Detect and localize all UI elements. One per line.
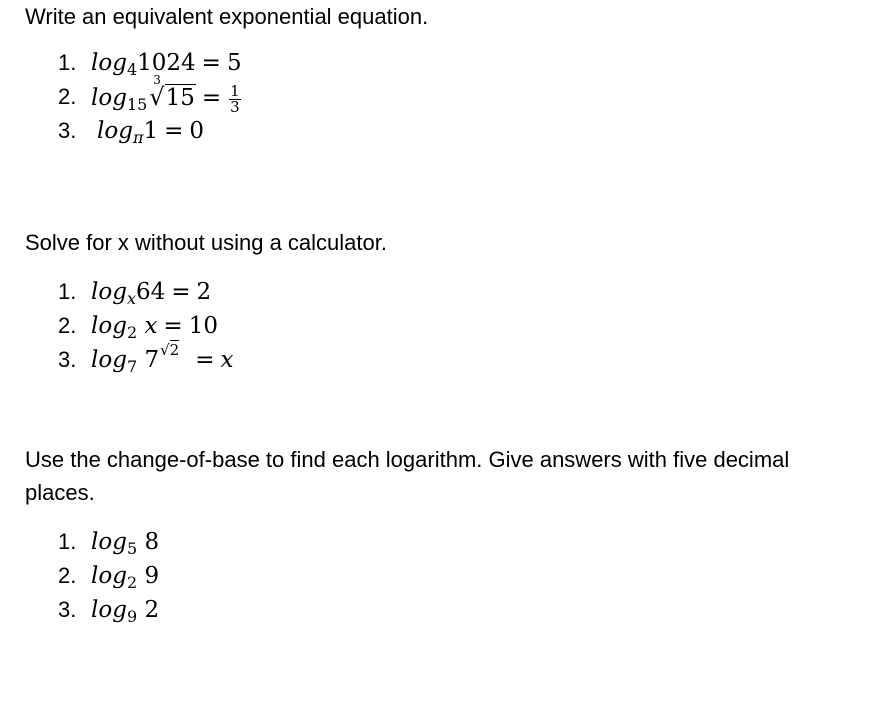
problem-number: 1. bbox=[58, 529, 77, 554]
log-base: 2 bbox=[126, 573, 138, 592]
problem-number: 3. bbox=[58, 347, 77, 372]
math-expression bbox=[91, 593, 159, 627]
log-function: log bbox=[97, 118, 133, 144]
problem-number: 3. bbox=[58, 597, 77, 622]
radicand: 2 bbox=[169, 341, 180, 359]
math-expression bbox=[91, 525, 159, 559]
log-function: log bbox=[91, 529, 127, 555]
math-expression bbox=[91, 309, 218, 343]
problem-item bbox=[25, 559, 855, 593]
log-base: 15 bbox=[126, 95, 148, 114]
problem-item bbox=[25, 114, 855, 148]
problem-number: 1. bbox=[58, 50, 77, 75]
radical-sign: √ bbox=[160, 341, 170, 359]
equals-sign: = bbox=[171, 279, 191, 305]
radicand: 15 bbox=[165, 85, 195, 111]
log-argument: 8 bbox=[144, 529, 160, 555]
log-function: log bbox=[91, 563, 127, 589]
fraction-denominator: 3 bbox=[230, 97, 240, 116]
instruction-text: Solve for x without using a calculator. bbox=[25, 230, 387, 255]
problem-item bbox=[25, 73, 855, 116]
log-argument: 2 bbox=[144, 597, 160, 623]
equals-sign: = bbox=[201, 50, 221, 76]
root-index: 3 bbox=[153, 73, 161, 87]
log-argument: 9 bbox=[144, 563, 160, 589]
math-expression bbox=[91, 73, 241, 116]
problem-item bbox=[25, 46, 855, 80]
problem-list bbox=[25, 46, 855, 148]
log-argument: x bbox=[144, 313, 158, 339]
log-argument: 7 bbox=[144, 347, 160, 373]
radical-sign: √ bbox=[149, 83, 165, 111]
log-base: 7 bbox=[126, 357, 138, 376]
problem-item bbox=[25, 593, 855, 627]
log-base: 9 bbox=[126, 607, 138, 626]
equals-sign: = bbox=[164, 118, 184, 144]
problem-number: 3. bbox=[58, 118, 77, 143]
log-function: log bbox=[91, 85, 127, 111]
equals-sign: = bbox=[163, 313, 183, 339]
log-function: log bbox=[91, 597, 127, 623]
equals-sign: = bbox=[195, 347, 215, 373]
log-base: 5 bbox=[126, 539, 138, 558]
problem-item bbox=[25, 309, 855, 343]
fraction bbox=[229, 81, 241, 116]
log-argument: 1024 bbox=[137, 50, 196, 76]
problem-item bbox=[25, 525, 855, 559]
problem-number: 2. bbox=[58, 313, 77, 338]
log-base: x bbox=[126, 289, 136, 308]
math-expression bbox=[91, 46, 242, 80]
cube-root bbox=[147, 73, 196, 115]
problem-number: 2. bbox=[58, 84, 77, 109]
problem-item bbox=[25, 275, 855, 309]
math-expression bbox=[97, 114, 204, 148]
equals-sign: = bbox=[201, 85, 222, 111]
right-hand-side: 10 bbox=[188, 313, 218, 339]
log-function: log bbox=[91, 347, 127, 373]
exponent bbox=[160, 341, 179, 359]
log-base: π bbox=[132, 128, 144, 147]
section-exponential bbox=[25, 0, 855, 148]
log-base: 4 bbox=[126, 60, 138, 79]
instruction-text: Write an equivalent exponential equation. bbox=[25, 4, 429, 29]
instruction-text: Use the change-of-base to find each logarithm. Give answers with five decimal places. bbox=[25, 447, 790, 505]
right-hand-side: 0 bbox=[189, 118, 205, 144]
right-hand-side: 2 bbox=[196, 279, 212, 305]
log-base: 2 bbox=[126, 323, 138, 342]
section-change-of-base bbox=[25, 443, 855, 627]
problem-number: 1. bbox=[58, 279, 77, 304]
problem-list bbox=[25, 275, 855, 377]
math-expression bbox=[91, 559, 159, 593]
fraction-numerator: 1 bbox=[230, 81, 240, 100]
problem-item bbox=[25, 343, 855, 377]
section-solve-for-x bbox=[25, 226, 855, 377]
log-argument: 64 bbox=[135, 279, 166, 305]
log-function: log bbox=[91, 279, 127, 305]
math-expression bbox=[91, 343, 233, 377]
problem-list bbox=[25, 525, 855, 627]
math-expression bbox=[91, 275, 211, 309]
right-hand-side: 5 bbox=[226, 50, 242, 76]
log-function: log bbox=[91, 313, 127, 339]
problem-number: 2. bbox=[58, 563, 77, 588]
right-hand-side: x bbox=[220, 347, 234, 373]
log-argument: 1 bbox=[143, 118, 159, 144]
log-function: log bbox=[91, 50, 127, 76]
